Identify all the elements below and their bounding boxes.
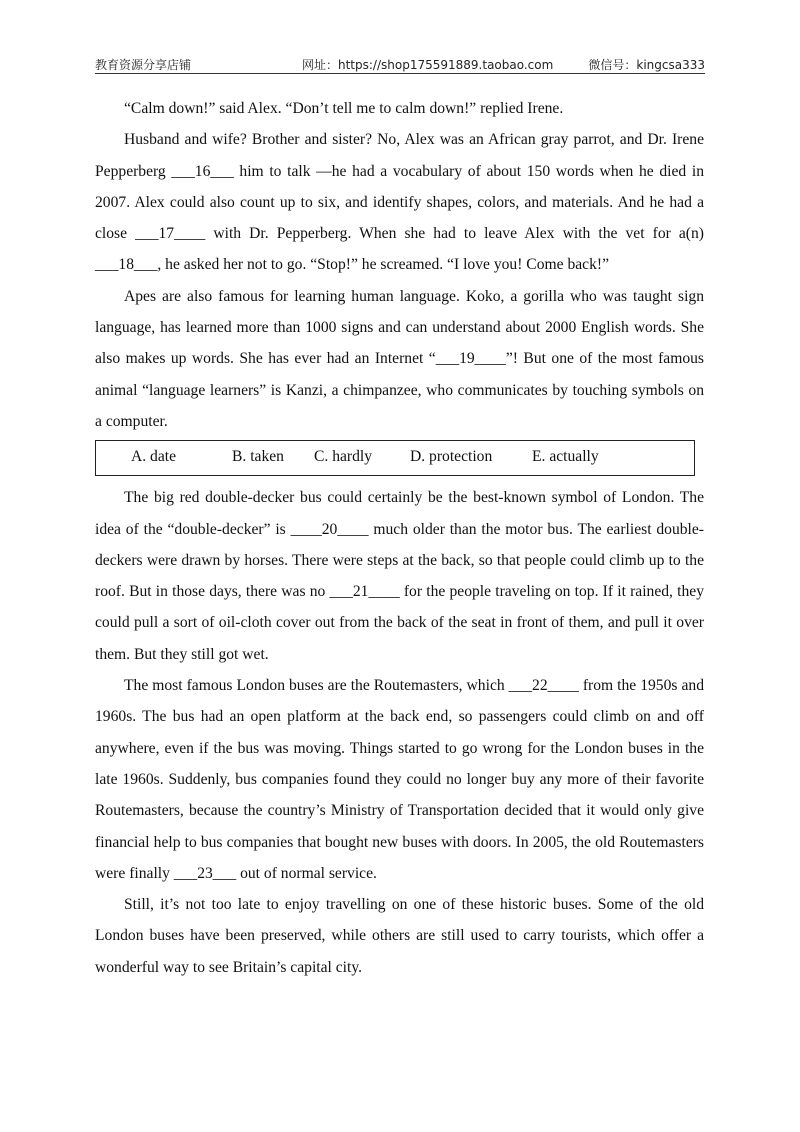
option-a: A. date — [131, 448, 177, 466]
word-options-box — [95, 440, 695, 476]
paragraph-2: Husband and wife? Brother and sister? No, Alex was an African gray parrot, and Dr. Irene Pepperberg ___16___ him to talk —he had a vocabulary of about 150 words when he died in 2007. Alex could also count up to six, and identify shapes, colors, and materials. And he had a close ___17____ with Dr. Pepperberg. When she had to leave Alex with the vet for a(n) ___18___, he asked her not to go. “Stop!” he screamed. “I love you! Come back!” — [95, 131, 704, 274]
option-b: B. taken — [232, 448, 284, 466]
header-shop-name: 教育资源分享店铺 — [95, 58, 192, 72]
header-url: 网址：https://shop175591889.taobao.com — [302, 58, 554, 72]
option-e: E. actually — [532, 448, 599, 466]
header-wechat: 微信号：kingcsa333 — [588, 58, 705, 72]
option-c: C. hardly — [314, 448, 373, 466]
option-d: D. protection — [410, 448, 493, 466]
page-header — [95, 56, 705, 74]
paragraph-5: The most famous London buses are the Routemasters, which ___22____ from the 1950s and 1960s. The bus had an open platform at the back end, so passengers could climb on and off anywhere, even if the bus was moving. Things started to go wrong for the London buses in the late 1960s. Suddenly, bus companies found they could no longer buy any more of their favorite Routemasters, because the country’s Ministry of Transportation decided that it would only give financial help to bus companies that bought new buses with doors. In 2005, the old Routemasters were finally ___23___ out of normal service. — [95, 677, 704, 882]
header-divider — [95, 73, 705, 74]
document-body — [95, 93, 704, 983]
paragraph-4: The big red double-decker bus could certainly be the best-known symbol of London. The idea of the “double-decker” is ____20____ much older than the motor bus. The earliest double-deckers were drawn by horses. There were steps at the back, so that people could climb up to the roof. But in those days, there was no ___21____ for the people traveling on top. If it rained, they could pull a sort of oil-cloth cover out from the back of the seat in front of them, and pull it over them. But they still got wet. — [95, 489, 704, 663]
paragraph-3: Apes are also famous for learning human language. Koko, a gorilla who was taught sign language, has learned more than 1000 signs and can understand about 2000 English words. She also makes up words. She has ever had an Internet “___19____”! But one of the most famous animal “language learners” is Kanzi, a chimpanzee, who communicates by touching symbols on a computer. — [95, 287, 704, 430]
paragraph-1: “Calm down!” said Alex. “Don’t tell me to calm down!” replied Irene. — [124, 100, 564, 117]
paragraph-6: Still, it’s not too late to enjoy travelling on one of these historic buses. Some of the old London buses have been preserved, while others are still used to carry tourists, which offer a wonderful way to see Britain’s capital city. — [95, 896, 704, 976]
